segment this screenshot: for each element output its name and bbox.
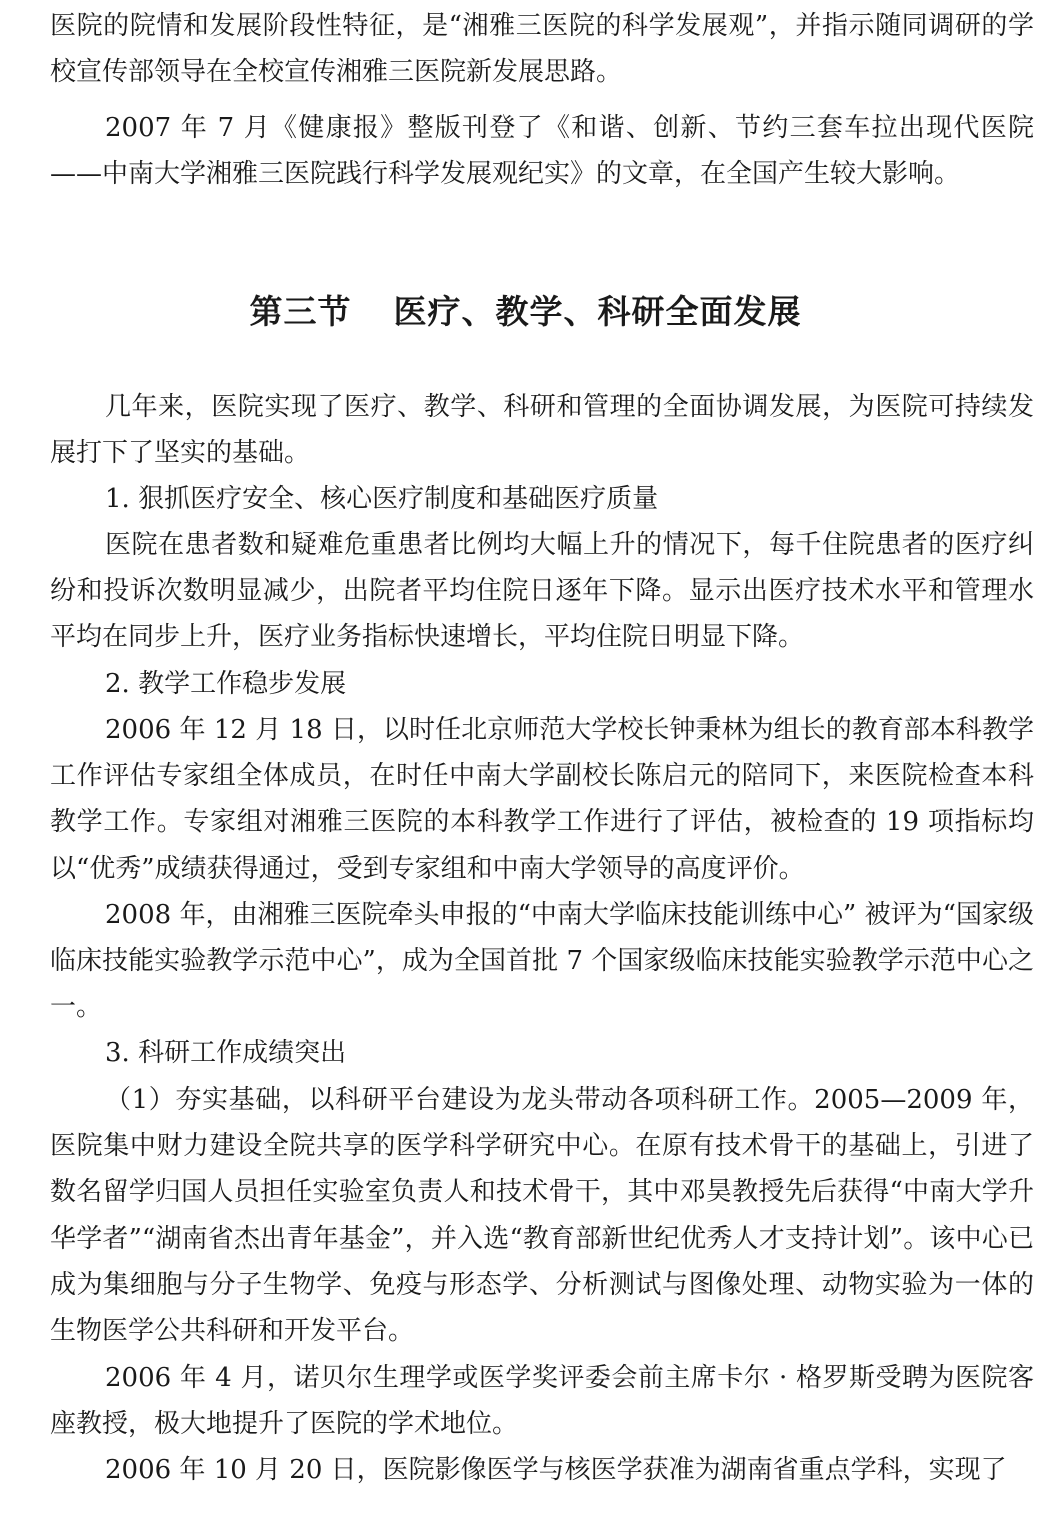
section-heading bbox=[0, 286, 1051, 338]
section-number: 第三节 bbox=[249, 292, 352, 331]
paragraph-teaching-2008: 2008 年，由湘雅三医院牵头申报的“中南大学临床技能训练中心” 被评为“国家级临床技能实验教学示范中心”，成为全国首批 7 个国家级临床技能实验教学示范中心之一。 bbox=[50, 900, 1034, 1023]
subheading-research: 3. 科研工作成绩突出 bbox=[105, 1038, 347, 1068]
subheading-teaching: 2. 教学工作稳步发展 bbox=[105, 669, 347, 699]
paragraph-research-platform: （1）夯实基础，以科研平台建设为龙头带动各项科研工作。2005—2009 年，医院集中财力建设全院共享的医学科学研究中心。在原有技术骨干的基础上，引进了数名留学归国人员担任实验室负责人和技术骨干，其中邓昊教授先后获得“中南大学升华学者”“湖南省杰出青年基金”，并入选“教育部新世纪优秀人才支持计划”。该中心已成为集细胞与分子生物学、免疫与形态学、分析测试与图像处理、动物实验为一体的生物医学公共科研和开发平台。 bbox=[50, 1085, 1034, 1347]
paragraph-continuation: 医院的院情和发展阶段性特征，是“湘雅三医院的科学发展观”，并指示随同调研的学校宣传部领导在全校宣传湘雅三医院新发展思路。 bbox=[50, 11, 1034, 88]
section-title: 医疗、教学、科研全面发展 bbox=[393, 292, 802, 331]
subheading-medical-safety: 1. 狠抓医疗安全、核心医疗制度和基础医疗质量 bbox=[105, 484, 659, 514]
paragraph-intro: 几年来，医院实现了医疗、教学、科研和管理的全面协调发展，为医院可持续发展打下了坚实的基础。 bbox=[50, 392, 1034, 469]
paragraph-research-2006-april: 2006 年 4 月，诺贝尔生理学或医学奖评委会前主席卡尔 · 格罗斯受聘为医院客座教授，极大地提升了医院的学术地位。 bbox=[50, 1363, 1034, 1440]
paragraph-medical-quality: 医院在患者数和疑难危重患者比例均大幅上升的情况下，每千住院患者的医疗纠纷和投诉次数明显减少，出院者平均住院日逐年下降。显示出医疗技术水平和管理水平均在同步上升，医疗业务指标快速增长，平均住院日明显下降。 bbox=[50, 530, 1034, 653]
paragraph-teaching-2006: 2006 年 12 月 18 日，以时任北京师范大学校长钟秉林为组长的教育部本科教学工作评估专家组全体成员，在时任中南大学副校长陈启元的陪同下，来医院检查本科教学工作。专家组对湘雅三医院的本科教学工作进行了评估，被检查的 19 项指标均以“优秀”成绩获得通过，受到专家组和中南大学领导的高度评价。 bbox=[50, 715, 1034, 884]
paragraph-research-2006-october: 2006 年 10 月 20 日，医院影像医学与核医学获准为湖南省重点学科，实现了 bbox=[105, 1455, 1007, 1485]
paragraph-health-news: 2007 年 7 月《健康报》整版刊登了《和谐、创新、节约三套车拉出现代医院——中南大学湘雅三医院践行科学发展观纪实》的文章，在全国产生较大影响。 bbox=[50, 113, 1034, 190]
